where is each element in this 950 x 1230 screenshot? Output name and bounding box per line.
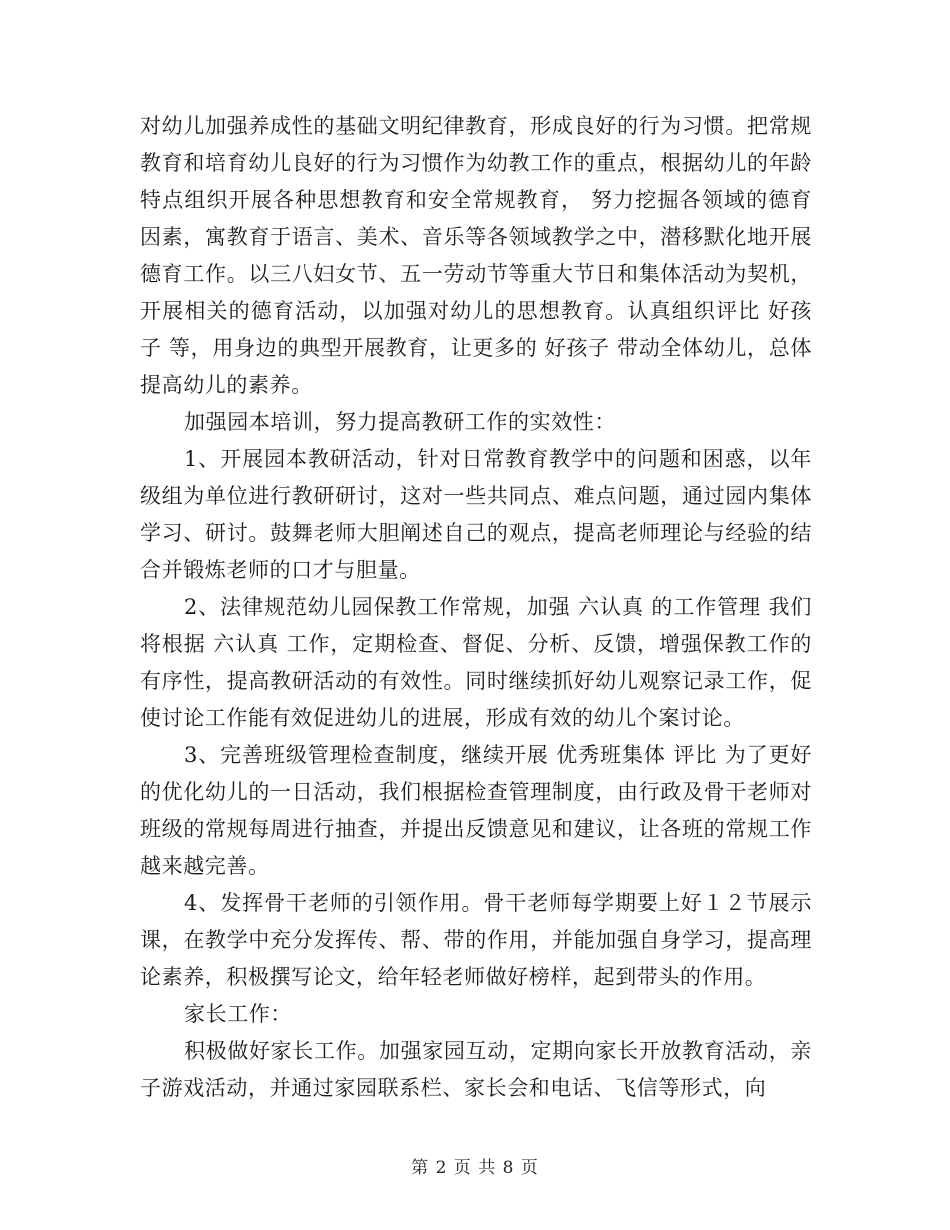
- paragraph-parent-heading: 家长工作：: [184, 1002, 292, 1026]
- paragraph-parent-work: 积极做好家长工作。加强家园互动，定期向家长开放教育活动，亲子游戏活动，并通过家园联系栏、家长会和电话、飞信等形式，向: [140, 1039, 812, 1100]
- paragraph-moral-education: 对幼儿加强养成性的基础文明纪律教育，形成良好的行为习惯。把常规教育和培育幼儿良好的行为习惯作为幼教工作的重点，根据幼儿的年龄特点组织开展各种思想教育和安全常规教育， 努力挖掘各领域的德育因素，寓教育于语言、美术、音乐等各领域教学之中，潜移默化地开展德育工作。以三八妇女节、五一劳动节等重大节日和集体活动为契机，开展相关的德育活动，以加强对幼儿的思想教育。认真组织评比 好孩子 等，用身边的典型开展教育，让更多的 好孩子 带动全体幼儿，总体提高幼儿的素养。: [140, 114, 812, 397]
- page-number-label: 第 2 页 共 8 页: [411, 1158, 539, 1178]
- paragraph-training-heading: 加强园本培训，努力提高教研工作的实效性：: [184, 410, 616, 434]
- paragraph-item-3: 3、完善班级管理检查制度，继续开展 优秀班集体 评比 为了更好的优化幼儿的一日活动，我们根据检查管理制度，由行政及骨干老师对班级的常规每周进行抽查，并提出反馈意见和建议，让各班的常规工作越来越完善。: [140, 743, 812, 878]
- page-footer: [0, 1153, 950, 1178]
- paragraph-item-1: 1、开展园本教研活动，针对日常教育教学中的问题和困惑，以年级组为单位进行教研研讨，这对一些共同点、难点问题，通过园内集体学习、研讨。鼓舞老师大胆阐述自己的观点，提高老师理论与经验的结合并锻炼老师的口才与胆量。: [140, 447, 812, 582]
- paragraph-item-2: 2、法律规范幼儿园保教工作常规，加强 六认真 的工作管理 我们将根据 六认真 工作，定期检查、督促、分析、反馈，增强保教工作的有序性，提高教研活动的有效性。同时继续抓好幼儿观察记录工作，促使讨论工作能有效促进幼儿的进展，形成有效的幼儿个案讨论。: [140, 595, 812, 730]
- document-body: [140, 108, 812, 1107]
- paragraph-item-4: 4、发挥骨干老师的引领作用。骨干老师每学期要上好１２节展示课，在教学中充分发挥传、帮、带的作用，并能加强自身学习，提高理论素养，积极撰写论文，给年轻老师做好榜样，起到带头的作用。: [140, 891, 812, 989]
